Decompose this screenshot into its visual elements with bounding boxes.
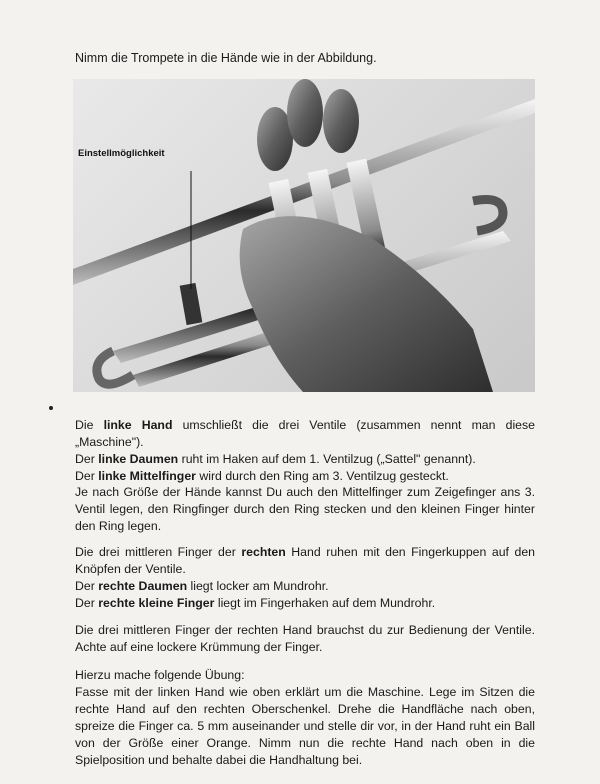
paragraph-exercise: Hierzu mache folgende Übung: Fasse mit der linken Hand wie oben erklärt um die Maschine. Lege im Sitzen die rechte Hand auf den rechten Oberschenkel. Drehe die Handfläche nach oben, spreize die Finger ca. 5 mm auseinander und stelle dir vor, in der Hand ruht ein Ball von der Größe einer Orange. Nimm nun die rechte Hand nach oben in die Spielposition und behalte dabei die Handhaltung bei. — [75, 668, 535, 767]
trumpet-photo — [73, 79, 535, 392]
paragraph-finger-curve: Die drei mittleren Finger der rechten Hand brauchst du zur Bedienung der Ventile. Achte auf eine lockere Krümmung der Finger. — [75, 623, 535, 654]
figure-label: Einstellmöglichkeit — [78, 148, 165, 159]
paragraph-hand-size: Je nach Größe der Hände kannst Du auch den Mittelfinger zum Zeigefinger ans 3. Ventil legen, den Ringfinger durch den Ring stecken und den kleinen Finger hinter den Ring legen. — [75, 485, 535, 533]
paragraph-left-hand: Die linke Hand umschließt die drei Ventile (zusammen nennt man diese „Maschine"). Der linke Daumen ruht im Haken auf dem 1. Ventilzug („Sattel" genannt). Der linke Mittelfinger wird durch den Ring am 3. Ventilzug gesteckt. — [75, 418, 535, 483]
page-speck — [49, 406, 53, 410]
intro-text: Nimm die Trompete in die Hände wie in der Abbildung. — [75, 51, 377, 65]
paragraph-right-hand: Die drei mittleren Finger der rechten Hand ruhen mit den Fingerkuppen auf den Knöpfen der Ventile. Der rechte Daumen liegt locker am Mundrohr. Der rechte kleine Finger liegt im Fingerhaken auf dem Mundrohr. — [75, 545, 536, 610]
trumpet-hand-illustration — [73, 79, 535, 392]
